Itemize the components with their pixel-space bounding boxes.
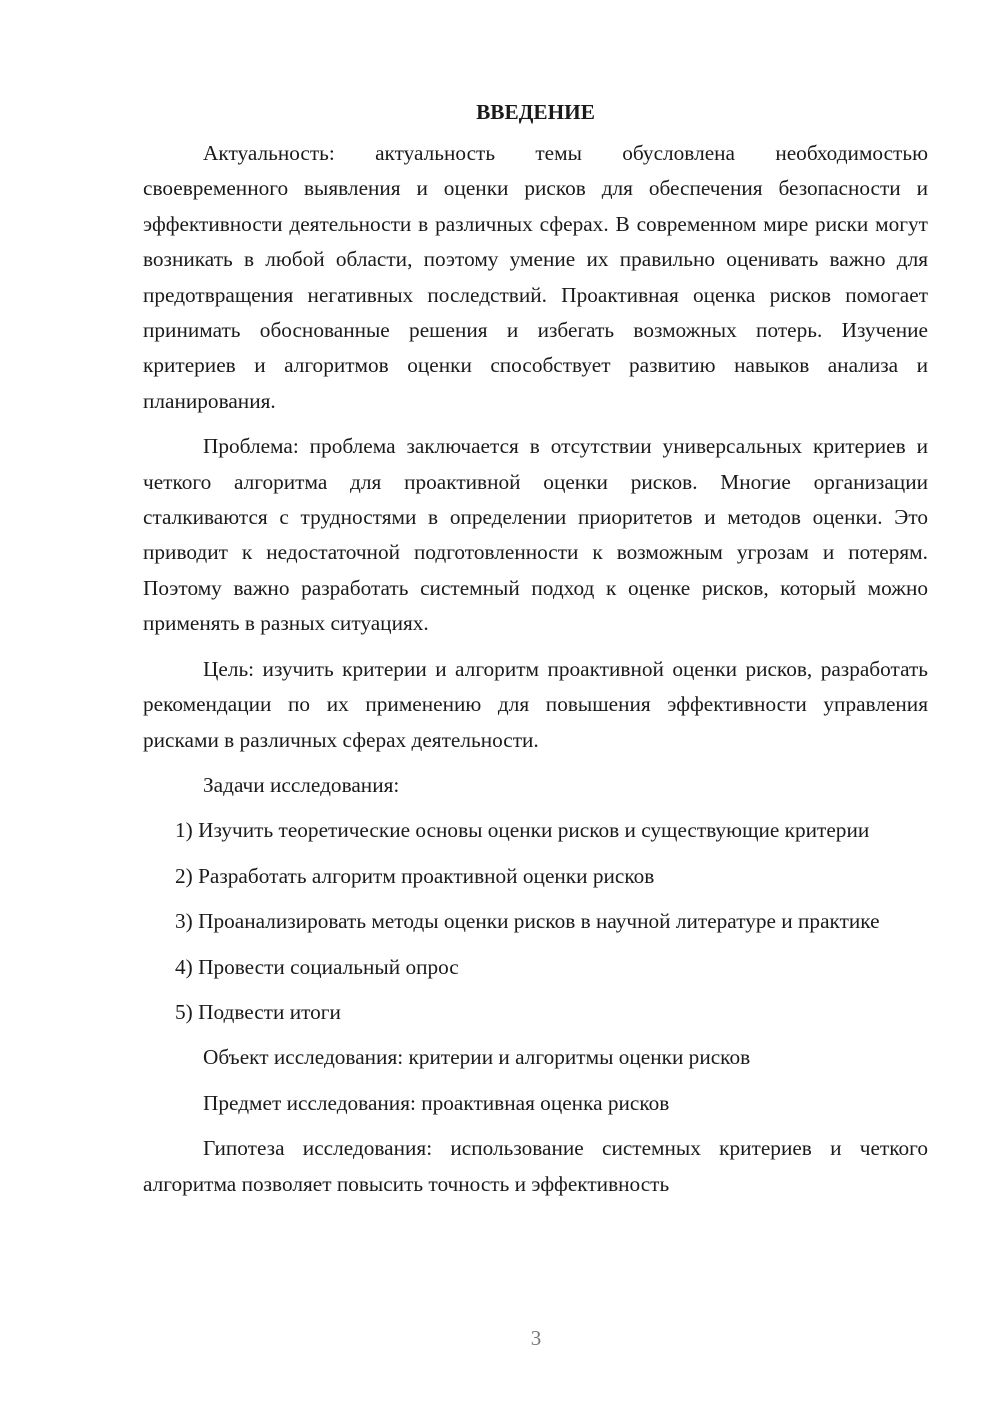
subject-paragraph: Предмет исследования: проактивная оценка рисков: [203, 1090, 670, 1115]
object-paragraph: Объект исследования: критерии и алгоритмы оценки рисков: [203, 1045, 751, 1070]
task-item-1: 1) Изучить теоретические основы оценки рисков и существующие критерии: [175, 818, 870, 843]
hypothesis-paragraph: Гипотеза исследования: использование системных критериев и четкого алгоритма позволяет повысить точность и эффективность: [143, 1136, 928, 1196]
page-number: 3: [530, 1326, 542, 1350]
document-page: [143, 95, 928, 1202]
task-item-5: 5) Подвести итоги: [175, 999, 341, 1024]
goal-paragraph: Цель: изучить критерии и алгоритм проактивной оценки рисков, разработать рекомендации по их применению для повышения эффективности управления рисками в различных сферах деятельности.: [143, 656, 928, 752]
task-item-2: 2) Разработать алгоритм проактивной оценки рисков: [175, 863, 655, 888]
task-item-4: 4) Провести социальный опрос: [175, 954, 459, 979]
problem-paragraph: Проблема: проблема заключается в отсутствии универсальных критериев и четкого алгоритма для проактивной оценки рисков. Многие организации сталкиваются с трудностями в определении приоритетов и методов оценки. Это приводит к недостаточной подготовленности к возможным угрозам и потерям. Поэтому важно разработать системный подход к оценке рисков, который можно применять в разных ситуациях.: [143, 434, 928, 636]
tasks-title: Задачи исследования:: [203, 772, 400, 797]
task-item-3: 3) Проанализировать методы оценки рисков в научной литературе и практике: [175, 909, 880, 934]
relevance-paragraph: Актуальность: актуальность темы обусловлена необходимостью своевременного выявления и оценки рисков для обеспечения безопасности и эффективности деятельности в различных сферах. В современном мире риски могут возникать в любой области, поэтому умение их правильно оценивать важно для предотвращения негативных последствий. Проактивная оценка рисков помогает принимать обоснованные решения и избегать возможных потерь. Изучение критериев и алгоритмов оценки способствует развитию навыков анализа и планирования.: [143, 141, 928, 413]
section-heading: ВВЕДЕНИЕ: [476, 100, 595, 124]
